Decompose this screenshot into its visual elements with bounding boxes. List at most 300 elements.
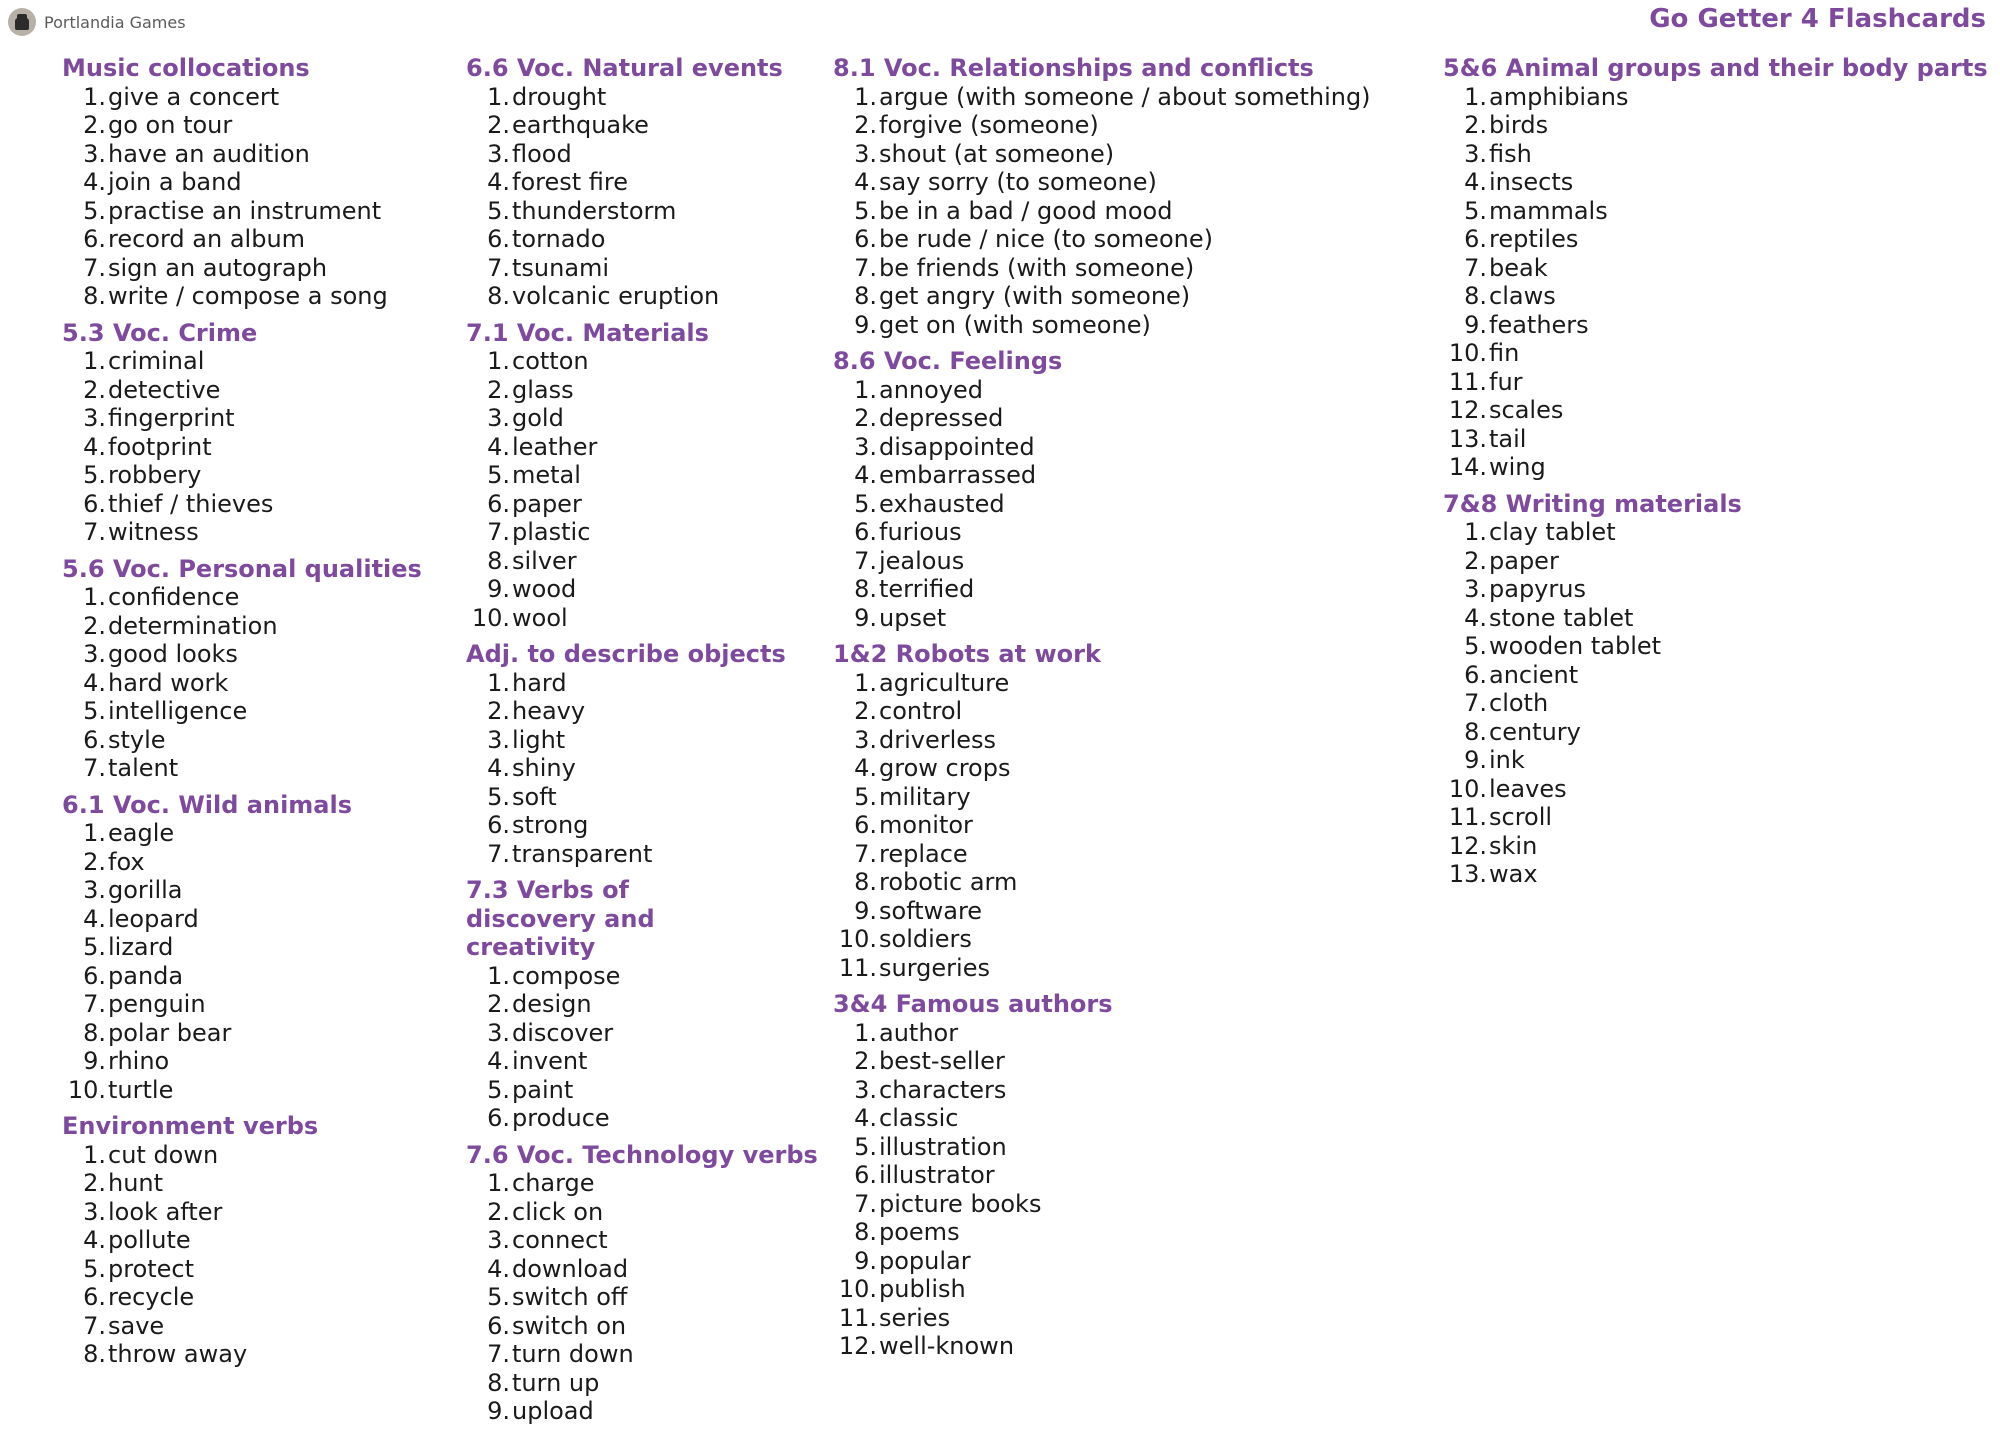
item-number: 5. (487, 782, 510, 811)
item-text: protect (108, 1254, 195, 1283)
item-number: 4. (487, 168, 510, 196)
list-item (466, 197, 818, 226)
item-number: 2. (854, 111, 877, 139)
item-text: characters (879, 1075, 1007, 1104)
item-text: leaves (1489, 774, 1567, 803)
item-text: turn down (512, 1340, 634, 1368)
list-item (1443, 860, 1988, 889)
item-number: 14. (1448, 453, 1487, 481)
item-text: leopard (108, 904, 199, 933)
item-text: switch on (512, 1311, 627, 1340)
list-item (833, 140, 1371, 169)
section-title: 8.6 Voc. Feelings (833, 347, 1063, 375)
vocab-section (62, 319, 422, 547)
item-text: upset (879, 603, 947, 632)
list-item (833, 404, 1371, 433)
item-text: birds (1489, 111, 1549, 139)
item-number: 4. (83, 432, 106, 461)
item-text: sign an autograph (108, 253, 328, 282)
vocab-section (62, 1112, 422, 1369)
item-text: picture books (879, 1189, 1042, 1218)
item-number: 6. (83, 961, 106, 990)
item-number: 9. (487, 575, 510, 603)
item-number: 5. (854, 1132, 877, 1161)
item-number: 7. (854, 839, 877, 868)
list-item (466, 1283, 818, 1312)
item-text: popular (879, 1246, 971, 1275)
item-number: 2. (83, 847, 106, 876)
item-number: 2. (83, 111, 106, 139)
list-item (833, 461, 1371, 490)
item-text: cut down (108, 1140, 219, 1169)
item-number: 4. (854, 1104, 877, 1132)
list-item (62, 848, 422, 877)
list-item (466, 1340, 818, 1369)
section-title: 5.6 Voc. Personal qualities (62, 554, 422, 583)
item-text: switch off (512, 1283, 628, 1311)
item-text: leather (512, 432, 598, 461)
list-item (62, 83, 422, 112)
list-item (833, 1076, 1371, 1105)
list-item (466, 1312, 818, 1341)
item-text: get angry (with someone) (879, 282, 1191, 310)
item-number: 3. (487, 139, 510, 168)
item-number: 3. (1464, 575, 1487, 603)
list-item (62, 612, 422, 641)
list-item (833, 168, 1371, 197)
item-number: 5. (83, 196, 106, 225)
list-item (466, 754, 818, 783)
list-item (466, 604, 818, 633)
list-item (62, 1340, 422, 1369)
list-item (1443, 254, 1988, 283)
item-text: fur (1489, 367, 1523, 396)
item-number: 8. (854, 868, 877, 896)
item-text: style (108, 725, 166, 754)
item-text: control (879, 697, 963, 725)
list-item (833, 575, 1371, 604)
list-item (466, 111, 818, 140)
item-text: scroll (1489, 803, 1553, 831)
item-text: monitor (879, 811, 973, 839)
item-text: shout (at someone) (879, 139, 1115, 168)
list-item (62, 905, 422, 934)
list-item (466, 1104, 818, 1133)
item-number: 4. (487, 754, 510, 782)
item-number: 7. (1464, 689, 1487, 717)
list-item (62, 669, 422, 698)
item-number: 4. (83, 904, 106, 933)
item-text: transparent (512, 839, 653, 868)
list-item (62, 726, 422, 755)
item-text: good looks (108, 640, 238, 668)
item-number: 10. (1448, 774, 1487, 803)
list-item (62, 1283, 422, 1312)
item-number: 5. (487, 1075, 510, 1104)
list-item (62, 404, 422, 433)
item-number: 13. (1448, 424, 1487, 453)
item-text: shiny (512, 754, 576, 782)
list-item (466, 697, 818, 726)
portlandia-logo-icon (8, 8, 36, 36)
list-item (1443, 140, 1988, 169)
item-number: 9. (854, 1246, 877, 1275)
item-number: 5. (487, 196, 510, 225)
item-text: fox (108, 847, 145, 876)
item-number: 2. (1464, 546, 1487, 575)
item-text: robbery (108, 461, 202, 489)
item-text: volcanic eruption (512, 282, 720, 310)
item-text: cloth (1489, 689, 1549, 717)
item-number: 4. (854, 754, 877, 782)
item-text: discover (512, 1018, 614, 1047)
list-item (62, 111, 422, 140)
item-number: 4. (83, 168, 106, 196)
list-item (466, 811, 818, 840)
section-title: 7.6 Voc. Technology verbs (466, 1140, 818, 1169)
item-number: 7. (487, 253, 510, 282)
list-item (62, 990, 422, 1019)
item-text: agriculture (879, 668, 1010, 697)
list-item (62, 1019, 422, 1048)
item-number: 2. (487, 111, 510, 139)
item-text: wood (512, 575, 577, 603)
item-number: 8. (83, 1340, 106, 1368)
item-text: argue (with someone / about something) (879, 82, 1371, 111)
item-number: 3. (487, 1018, 510, 1047)
list-item (62, 1047, 422, 1076)
section-title: 8.1 Voc. Relationships and conflicts (833, 54, 1314, 82)
list-item (466, 1369, 818, 1398)
item-number: 9. (83, 1047, 106, 1075)
item-number: 9. (854, 310, 877, 339)
item-text: wax (1489, 860, 1538, 888)
item-number: 5. (83, 461, 106, 489)
list-item (466, 404, 818, 433)
vocab-list (1443, 83, 1988, 482)
item-number: 3. (83, 404, 106, 432)
list-item (62, 254, 422, 283)
list-item (833, 840, 1371, 869)
item-text: silver (512, 546, 577, 575)
section-title: 1&2 Robots at work (833, 640, 1101, 668)
item-text: record an album (108, 225, 306, 253)
list-item (62, 1312, 422, 1341)
item-number: 1. (487, 961, 510, 990)
list-item (833, 1247, 1371, 1276)
item-number: 2. (487, 697, 510, 725)
item-text: cotton (512, 347, 589, 375)
item-number: 3. (487, 1226, 510, 1254)
list-item (62, 876, 422, 905)
item-text: earthquake (512, 111, 649, 139)
item-text: annoyed (879, 375, 984, 404)
item-number: 8. (487, 546, 510, 575)
list-item (833, 1218, 1371, 1247)
vocab-section (833, 347, 1371, 632)
item-number: 7. (83, 754, 106, 782)
item-number: 1. (83, 1140, 106, 1169)
list-item (466, 1198, 818, 1227)
item-text: paper (512, 489, 582, 518)
item-number: 6. (854, 225, 877, 253)
item-text: military (879, 782, 971, 811)
list-item (62, 962, 422, 991)
item-number: 5. (83, 1254, 106, 1283)
list-item (466, 461, 818, 490)
item-text: poems (879, 1218, 960, 1246)
list-item (1443, 368, 1988, 397)
list-item (62, 697, 422, 726)
item-number: 3. (83, 876, 106, 904)
item-text: upload (512, 1397, 594, 1425)
list-item (466, 783, 818, 812)
list-item (62, 1198, 422, 1227)
list-item (833, 1019, 1371, 1048)
item-text: hunt (108, 1169, 164, 1197)
list-item (1443, 518, 1988, 547)
item-text: papyrus (1489, 575, 1586, 603)
item-number: 8. (83, 282, 106, 310)
vocab-section (1443, 490, 1988, 889)
item-number: 2. (854, 697, 877, 725)
item-number: 7. (83, 990, 106, 1018)
item-text: hard (512, 668, 567, 697)
list-item (62, 197, 422, 226)
vocab-list (62, 347, 422, 547)
item-number: 10. (838, 1275, 877, 1303)
list-item (833, 1275, 1371, 1304)
item-text: have an audition (108, 139, 310, 168)
list-item (1443, 775, 1988, 804)
section-title: Music collocations (62, 54, 310, 82)
item-text: say sorry (to someone) (879, 168, 1157, 196)
item-text: thief / thieves (108, 489, 274, 518)
list-item (833, 111, 1371, 140)
list-item (62, 461, 422, 490)
item-number: 7. (854, 546, 877, 575)
item-text: get on (with someone) (879, 310, 1151, 339)
item-number: 6. (487, 1311, 510, 1340)
item-number: 9. (487, 1397, 510, 1425)
item-number: 6. (487, 1104, 510, 1132)
list-item (833, 954, 1371, 983)
item-text: tornado (512, 225, 606, 253)
list-item (466, 575, 818, 604)
item-number: 5. (854, 489, 877, 518)
list-item (62, 1169, 422, 1198)
item-number: 12. (1448, 396, 1487, 424)
list-item (62, 225, 422, 254)
list-item (62, 433, 422, 462)
vocab-list (62, 1141, 422, 1369)
item-number: 2. (83, 611, 106, 640)
item-text: turn up (512, 1368, 600, 1397)
item-text: forest fire (512, 168, 629, 196)
item-number: 12. (1448, 831, 1487, 860)
item-number: 3. (854, 432, 877, 461)
list-item (833, 925, 1371, 954)
item-text: amphibians (1489, 82, 1629, 111)
list-item (833, 811, 1371, 840)
item-number: 3. (1464, 139, 1487, 168)
item-text: strong (512, 811, 589, 839)
list-item (1443, 661, 1988, 690)
item-text: best-seller (879, 1047, 1005, 1075)
item-number: 4. (1464, 603, 1487, 632)
item-text: paint (512, 1075, 574, 1104)
item-number: 4. (487, 432, 510, 461)
item-number: 11. (1448, 367, 1487, 396)
item-number: 12. (838, 1332, 877, 1360)
item-number: 1. (487, 82, 510, 111)
item-number: 6. (83, 489, 106, 518)
item-text: illustrator (879, 1161, 995, 1189)
list-item (62, 347, 422, 376)
vocab-list (1443, 518, 1988, 889)
item-text: robotic arm (879, 868, 1018, 896)
item-text: drought (512, 82, 607, 111)
item-number: 6. (1464, 225, 1487, 253)
item-text: claws (1489, 282, 1556, 310)
item-number: 5. (487, 461, 510, 489)
item-number: 2. (854, 1047, 877, 1075)
item-number: 1. (487, 668, 510, 697)
item-number: 2. (83, 1169, 106, 1197)
item-number: 3. (83, 1197, 106, 1226)
item-number: 4. (83, 1226, 106, 1254)
item-text: panda (108, 961, 184, 990)
item-text: fish (1489, 139, 1532, 168)
item-number: 1. (83, 819, 106, 847)
vocab-section (62, 54, 422, 311)
list-item (466, 726, 818, 755)
list-item (833, 83, 1371, 112)
item-number: 1. (854, 668, 877, 697)
item-text: compose (512, 961, 621, 990)
item-text: fingerprint (108, 404, 235, 432)
item-number: 1. (1464, 518, 1487, 546)
item-text: intelligence (108, 697, 248, 725)
vocab-list (62, 819, 422, 1104)
item-number: 5. (83, 933, 106, 961)
item-number: 6. (854, 1161, 877, 1189)
item-number: 8. (1464, 717, 1487, 746)
list-item (833, 604, 1371, 633)
vocab-list (833, 83, 1371, 340)
list-item (1443, 547, 1988, 576)
list-item (833, 1190, 1371, 1219)
item-number: 8. (854, 282, 877, 310)
item-number: 8. (854, 1218, 877, 1246)
item-text: insects (1489, 168, 1574, 196)
list-item (1443, 311, 1988, 340)
item-number: 6. (487, 489, 510, 518)
item-text: be in a bad / good mood (879, 196, 1173, 225)
item-text: soft (512, 782, 557, 811)
item-text: well-known (879, 1332, 1015, 1360)
item-number: 2. (1464, 111, 1487, 139)
item-text: tsunami (512, 253, 610, 282)
item-number: 10. (1448, 339, 1487, 367)
item-text: paper (1489, 546, 1559, 575)
list-item (833, 868, 1371, 897)
item-number: 9. (854, 603, 877, 632)
list-item (1443, 425, 1988, 454)
item-text: grow crops (879, 754, 1011, 782)
section-title: 6.1 Voc. Wild animals (62, 790, 353, 819)
list-item (466, 347, 818, 376)
item-number: 8. (1464, 282, 1487, 310)
item-text: clay tablet (1489, 518, 1616, 546)
section-title: 5.3 Voc. Crime (62, 318, 258, 347)
item-number: 4. (1464, 168, 1487, 196)
item-number: 6. (83, 1283, 106, 1311)
vocab-section (466, 319, 818, 633)
list-item (1443, 575, 1988, 604)
section-title: 7.1 Voc. Materials (466, 318, 709, 347)
vocab-section (1443, 54, 1988, 482)
list-item (1443, 746, 1988, 775)
list-item (1443, 604, 1988, 633)
item-text: ink (1489, 746, 1525, 774)
list-item (62, 490, 422, 519)
item-text: light (512, 725, 566, 754)
vocab-list (466, 347, 818, 632)
item-number: 1. (854, 375, 877, 404)
item-text: software (879, 896, 983, 925)
list-item (1443, 282, 1988, 311)
item-text: heavy (512, 697, 586, 725)
list-item (62, 640, 422, 669)
brand-header (8, 8, 186, 36)
item-number: 6. (487, 225, 510, 253)
list-item (62, 583, 422, 612)
item-number: 1. (83, 347, 106, 375)
list-item (62, 1226, 422, 1255)
list-item (466, 518, 818, 547)
list-item (466, 547, 818, 576)
section-title: Adj. to describe objects (466, 640, 786, 668)
list-item (62, 933, 422, 962)
item-number: 7. (83, 518, 106, 546)
item-text: furious (879, 518, 962, 546)
item-text: determination (108, 611, 278, 640)
list-item (833, 669, 1371, 698)
item-number: 1. (83, 82, 106, 111)
item-text: look after (108, 1197, 223, 1226)
item-text: save (108, 1311, 165, 1340)
item-number: 4. (487, 1047, 510, 1075)
list-item (833, 754, 1371, 783)
item-text: turtle (108, 1075, 174, 1104)
list-item (833, 225, 1371, 254)
item-number: 11. (838, 1303, 877, 1332)
item-text: wooden tablet (1489, 632, 1662, 660)
vocab-section (62, 555, 422, 783)
section-title: 5&6 Animal groups and their body parts (1443, 54, 1988, 82)
vocab-list (466, 962, 818, 1133)
list-item (833, 282, 1371, 311)
item-text: join a band (108, 168, 242, 196)
list-item (833, 433, 1371, 462)
list-item (833, 311, 1371, 340)
item-text: exhausted (879, 489, 1005, 518)
section-title: 7&8 Writing materials (1443, 489, 1742, 518)
list-item (833, 376, 1371, 405)
list-item (1443, 689, 1988, 718)
list-item (833, 254, 1371, 283)
